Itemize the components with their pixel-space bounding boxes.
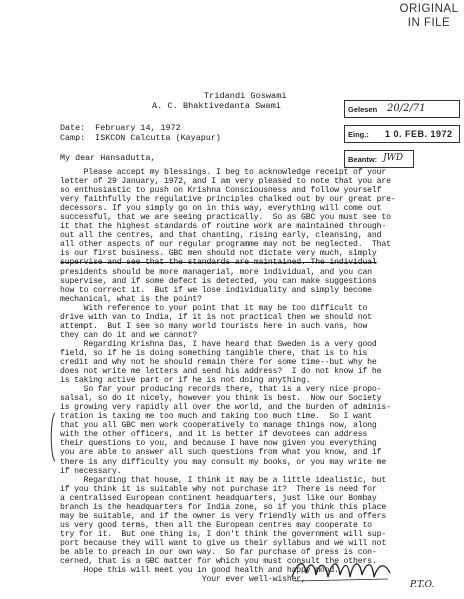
body-line: decessors. If you simply go on in this way, everything will come out [60, 204, 382, 214]
body-line: Hope this will meet you in good health and happy mood. [60, 566, 339, 576]
body-line: Your ever well-wisher, [60, 575, 306, 585]
stamp-received-label: Eing.: [348, 130, 369, 139]
margin-bracket-mark [48, 412, 56, 462]
stamp-row-received [344, 125, 460, 143]
letter-camp: Camp: ISKCON Calcutta (Kayapur) [60, 133, 221, 143]
body-line: So far your producing records there, that is a very nice propo- [60, 385, 382, 395]
body-line: if you think it is suitable why not purchase it? There is need for [60, 484, 377, 494]
body-line: does not write me letters and send his address? I do not know if he [60, 367, 382, 377]
letter-body [60, 168, 462, 584]
body-line: Regarding Krishna Das, I have heard that Sweden is a very good [60, 339, 377, 349]
body-line: cerned, that is a GBC matter for which you must consult the others. [60, 557, 377, 567]
stamp-row-read [344, 100, 460, 118]
body-line: branch is the headquarters for India zone, so if you think this place [60, 502, 387, 512]
body-line: there is any difficulty you may consult my books, or you may write me [60, 457, 387, 467]
body-line: is growing very rapidly all over the world, and the burden of adminis- [60, 403, 391, 413]
letter-date: Date: February 14, 1972 [60, 123, 181, 133]
stamp-row-answered [344, 150, 414, 168]
body-line: salsal, so do it nicely, however you think is best. Now our Society [60, 394, 382, 404]
stamp-answered-label: Beantw: [348, 155, 378, 164]
body-line: Regarding that house, I think it may be a little idealistic, but [60, 475, 387, 485]
body-line: presidents should be more managerial, more individual, and you can [60, 267, 372, 277]
body-line: drive with van to India, if it is not practical then we should not [60, 312, 372, 322]
body-line: a centralised European continent headquarters, just like our Bombay [60, 493, 377, 503]
body-line: with the other officers, and it is better if devotees can address [60, 430, 368, 440]
stamp-received-value: 1 0. FEB. 1972 [385, 129, 453, 139]
body-line: is our first business. GBC men should not dictate very much, simply [60, 249, 377, 259]
stamp-line-1: ORIGINAL [399, 3, 459, 15]
stamp-read-label: Gelesen [348, 105, 378, 114]
body-line: successful, that we are seeing practically. So as GBC you must see to [60, 213, 391, 223]
body-line: their questions to you, and because I have now given you everything [60, 439, 377, 449]
body-line: attempt. But I see so many world tourists here in such vans, how [60, 321, 368, 331]
sender-name: Tridandi Goswami [204, 91, 287, 101]
body-line: mechanical, what is the point? [60, 294, 202, 304]
body-line: supervise and see that the standards are maintained. The individual [60, 258, 377, 268]
body-line: With reference to your point that it may be too difficult to [60, 303, 368, 313]
body-line: very faithfully the regulative principles chalked out by our great pre- [60, 195, 396, 205]
body-line: us very good terms, then all the European centres may cooperate to [60, 520, 372, 530]
original-in-file-stamp [398, 2, 460, 30]
body-line: so enthusiastic to push on Krishna Consciousness and follow yourself [60, 186, 382, 196]
body-line: all other aspects of our regular programme may not be neglected. That [60, 240, 391, 250]
body-line: credit and why not he should remain there for some time--but why he [60, 357, 377, 367]
body-line: is taking active part or if he is not doing anything. [60, 376, 311, 386]
body-line: that you all GBC men work cooperatively to manage things now, along [60, 421, 377, 431]
stamp-read-value: 20/2/71 [387, 103, 426, 114]
body-line: they can do it and we cannot? [60, 330, 198, 340]
body-line: field, so if he is doing something tangible there, that is to his [60, 348, 368, 358]
stamp-answered-value: JWD [383, 153, 404, 163]
body-line: how to correct it. But if we lose individuality and simply become [60, 285, 372, 295]
body-line: port because they will want to give us their syllabus and we will not [60, 538, 387, 548]
pto-note: P.T.O. [410, 580, 435, 590]
body-line: if necessary. [60, 466, 122, 476]
sender-title: A. C. Bhaktivedanta Swami [152, 101, 281, 111]
body-line: supervise, and if some defect is detected, you can make suggestions [60, 276, 377, 286]
body-line: be able to preach in our own way. So far purchase of press is con- [60, 547, 377, 557]
body-line: Please accept my blessings. I beg to acknowledge receipt of your [60, 168, 387, 177]
body-line: letter of 29 January, 1972, and I am very pleased to note that you are [60, 177, 391, 187]
stamp-line-2: IN FILE [407, 17, 451, 29]
body-line: may be suitable, and if the owner is very friendly with us and offers [60, 511, 387, 521]
handwritten-signature [290, 555, 395, 585]
body-line: you are able to answer all such questions from what you know, and if [60, 448, 382, 458]
body-line: try for it. But one thing is, I don't think the government will sup- [60, 529, 387, 539]
body-line: out all the centres, and that chanting, rising early, cleansing, and [60, 231, 382, 241]
body-line: it that the highest standards of routine work are maintained through- [60, 222, 387, 232]
salutation: My dear Hansadutta, [60, 153, 156, 163]
body-line: tration is taxing me too much and taking too much time. So I want [60, 412, 372, 422]
